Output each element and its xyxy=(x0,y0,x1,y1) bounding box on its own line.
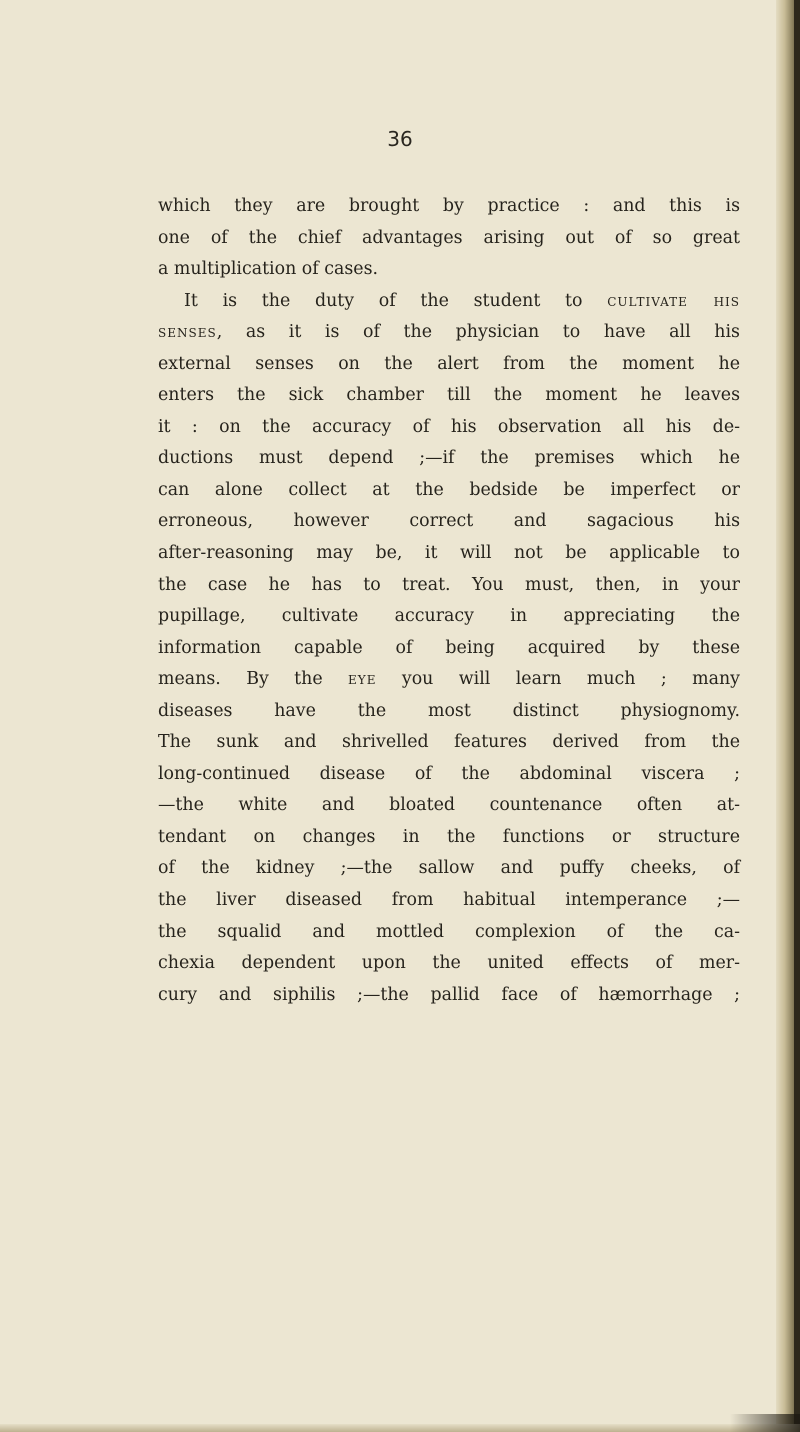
text-segment: erroneous, however correct and sagacious his xyxy=(158,511,740,532)
text-line xyxy=(158,948,740,980)
text-segment: ductions must depend ;—if the premises which he xyxy=(158,448,740,469)
text-line xyxy=(158,822,740,854)
binding-edge xyxy=(794,0,800,1432)
text-segment: you will learn much ; many xyxy=(376,669,740,690)
text-line xyxy=(158,853,740,885)
text-line xyxy=(158,980,740,1012)
text-line xyxy=(158,759,740,791)
text-segment: —the white and bloated countenance often at- xyxy=(158,795,740,816)
text-line xyxy=(158,254,740,286)
text-segment: long-continued disease of the abdominal viscera ; xyxy=(158,763,740,784)
text-line xyxy=(158,917,740,949)
body-text xyxy=(158,191,740,1011)
text-line xyxy=(158,412,740,444)
text-segment: it : on the accuracy of his observation all his de- xyxy=(158,416,740,437)
text-segment: the case he has to treat. You must, then, in your xyxy=(158,574,740,595)
text-line xyxy=(158,664,740,696)
text-segment: of the kidney ;—the sallow and puffy cheeks, of xyxy=(158,858,740,879)
text-line xyxy=(158,506,740,538)
text-line xyxy=(158,790,740,822)
text-segment: one of the chief advantages arising out of so great xyxy=(158,227,740,248)
text-line xyxy=(158,380,740,412)
text-segment: information capable of being acquired by these xyxy=(158,637,740,658)
text-segment: after-reasoning may be, it will not be applicable to xyxy=(158,543,740,564)
text-segment: diseases have the most distinct physiognomy. xyxy=(158,700,740,721)
text-segment: pupillage, cultivate accuracy in appreciating the xyxy=(158,606,740,627)
page-number: 36 xyxy=(387,127,413,151)
text-segment: which they are brought by practice : and this is xyxy=(158,196,740,216)
text-line xyxy=(158,223,740,255)
text-line xyxy=(158,538,740,570)
text-line xyxy=(158,286,740,318)
text-segment: external senses on the alert from the moment he xyxy=(158,353,740,374)
small-caps-text: senses xyxy=(158,322,217,343)
text-line xyxy=(158,443,740,475)
text-segment: can alone collect at the bedside be imperfect or xyxy=(158,479,740,500)
text-segment: tendant on changes in the functions or structure xyxy=(158,826,740,847)
text-segment: The sunk and shrivelled features derived from the xyxy=(158,732,740,753)
corner-shadow xyxy=(730,1414,800,1432)
text-segment: the squalid and mottled complexion of the ca- xyxy=(158,921,740,942)
text-line xyxy=(158,317,740,349)
text-line xyxy=(158,475,740,507)
page-bottom-edge xyxy=(0,1424,800,1432)
text-segment: the liver diseased from habitual intemperance ;— xyxy=(158,890,740,911)
text-segment: cury and siphilis ;—the pallid face of hæmorrhage ; xyxy=(158,984,740,1005)
text-line xyxy=(158,696,740,728)
text-line xyxy=(158,570,740,602)
text-segment: It is the duty of the student to xyxy=(184,290,608,311)
text-line xyxy=(158,885,740,917)
small-caps-text: cultivate his xyxy=(607,290,740,311)
text-segment: means. By the xyxy=(158,669,349,690)
text-segment: chexia dependent upon the united effects of mer- xyxy=(158,953,740,974)
small-caps-text: eye xyxy=(348,669,377,690)
text-segment: enters the sick chamber till the moment he leaves xyxy=(158,385,740,406)
text-line xyxy=(158,601,740,633)
text-line xyxy=(158,191,740,223)
text-line xyxy=(158,349,740,381)
text-line xyxy=(158,727,740,759)
text-segment: , as it is of the physician to have all his xyxy=(216,322,740,343)
text-line xyxy=(158,633,740,665)
text-segment: a multiplication of cases. xyxy=(158,259,379,280)
